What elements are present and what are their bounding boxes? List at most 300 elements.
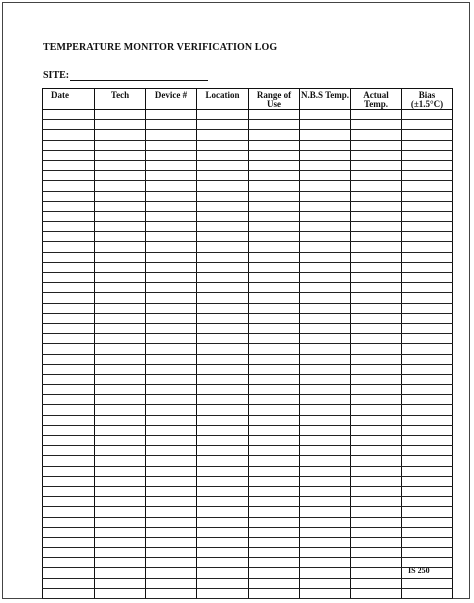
table-cell-bias[interactable] [402,313,453,323]
table-cell-location[interactable] [197,293,249,303]
table-cell-nbs[interactable] [300,456,351,466]
table-cell-range[interactable] [249,334,300,344]
table-cell-nbs[interactable] [300,588,351,598]
table-cell-date[interactable] [43,242,95,252]
table-cell-actual[interactable] [351,425,402,435]
table-cell-tech[interactable] [95,537,146,547]
table-cell-nbs[interactable] [300,181,351,191]
table-cell-range[interactable] [249,262,300,272]
table-cell-range[interactable] [249,160,300,170]
table-cell-date[interactable] [43,232,95,242]
table-cell-device[interactable] [146,527,197,537]
table-cell-range[interactable] [249,497,300,507]
table-cell-tech[interactable] [95,354,146,364]
table-cell-tech[interactable] [95,191,146,201]
table-cell-nbs[interactable] [300,120,351,130]
table-cell-tech[interactable] [95,395,146,405]
table-cell-actual[interactable] [351,160,402,170]
table-cell-device[interactable] [146,497,197,507]
table-cell-date[interactable] [43,405,95,415]
table-cell-device[interactable] [146,558,197,568]
table-cell-range[interactable] [249,588,300,598]
table-cell-bias[interactable] [402,303,453,313]
table-cell-tech[interactable] [95,150,146,160]
table-cell-date[interactable] [43,222,95,232]
table-cell-bias[interactable] [402,211,453,221]
table-cell-date[interactable] [43,140,95,150]
table-cell-range[interactable] [249,548,300,558]
table-cell-date[interactable] [43,476,95,486]
table-cell-bias[interactable] [402,425,453,435]
table-cell-device[interactable] [146,150,197,160]
table-cell-range[interactable] [249,181,300,191]
table-cell-location[interactable] [197,303,249,313]
table-cell-date[interactable] [43,283,95,293]
table-cell-tech[interactable] [95,548,146,558]
table-cell-device[interactable] [146,293,197,303]
table-cell-device[interactable] [146,446,197,456]
table-cell-range[interactable] [249,517,300,527]
table-cell-date[interactable] [43,364,95,374]
table-cell-range[interactable] [249,293,300,303]
table-cell-device[interactable] [146,588,197,598]
table-cell-device[interactable] [146,374,197,384]
table-cell-tech[interactable] [95,527,146,537]
table-cell-date[interactable] [43,558,95,568]
table-cell-device[interactable] [146,425,197,435]
table-cell-bias[interactable] [402,497,453,507]
table-cell-nbs[interactable] [300,283,351,293]
table-cell-range[interactable] [249,150,300,160]
table-cell-bias[interactable] [402,242,453,252]
table-cell-bias[interactable] [402,537,453,547]
table-cell-actual[interactable] [351,405,402,415]
table-cell-device[interactable] [146,344,197,354]
table-cell-tech[interactable] [95,364,146,374]
table-cell-location[interactable] [197,497,249,507]
table-cell-nbs[interactable] [300,293,351,303]
table-cell-nbs[interactable] [300,507,351,517]
table-cell-nbs[interactable] [300,497,351,507]
table-cell-date[interactable] [43,344,95,354]
table-cell-bias[interactable] [402,222,453,232]
table-cell-nbs[interactable] [300,110,351,120]
table-cell-date[interactable] [43,160,95,170]
table-cell-location[interactable] [197,222,249,232]
table-cell-device[interactable] [146,110,197,120]
table-cell-device[interactable] [146,466,197,476]
table-cell-tech[interactable] [95,211,146,221]
table-cell-bias[interactable] [402,232,453,242]
table-cell-device[interactable] [146,578,197,588]
table-cell-date[interactable] [43,110,95,120]
table-cell-bias[interactable] [402,110,453,120]
table-cell-nbs[interactable] [300,486,351,496]
table-cell-range[interactable] [249,568,300,578]
table-cell-location[interactable] [197,568,249,578]
table-cell-range[interactable] [249,395,300,405]
table-cell-nbs[interactable] [300,191,351,201]
table-cell-date[interactable] [43,181,95,191]
table-cell-range[interactable] [249,273,300,283]
table-cell-date[interactable] [43,374,95,384]
table-cell-nbs[interactable] [300,262,351,272]
table-cell-nbs[interactable] [300,436,351,446]
table-cell-actual[interactable] [351,232,402,242]
table-cell-tech[interactable] [95,171,146,181]
table-cell-date[interactable] [43,527,95,537]
table-cell-actual[interactable] [351,323,402,333]
table-cell-actual[interactable] [351,171,402,181]
table-cell-actual[interactable] [351,191,402,201]
table-cell-range[interactable] [249,456,300,466]
table-cell-bias[interactable] [402,364,453,374]
table-cell-location[interactable] [197,456,249,466]
table-cell-actual[interactable] [351,313,402,323]
table-cell-actual[interactable] [351,181,402,191]
table-cell-device[interactable] [146,486,197,496]
table-cell-tech[interactable] [95,242,146,252]
table-cell-tech[interactable] [95,578,146,588]
table-cell-nbs[interactable] [300,160,351,170]
table-cell-range[interactable] [249,578,300,588]
table-cell-actual[interactable] [351,283,402,293]
table-cell-bias[interactable] [402,548,453,558]
table-cell-nbs[interactable] [300,425,351,435]
table-cell-nbs[interactable] [300,130,351,140]
table-cell-tech[interactable] [95,120,146,130]
table-cell-range[interactable] [249,476,300,486]
table-cell-range[interactable] [249,323,300,333]
table-cell-location[interactable] [197,436,249,446]
table-cell-nbs[interactable] [300,303,351,313]
table-cell-range[interactable] [249,374,300,384]
table-cell-tech[interactable] [95,558,146,568]
table-cell-location[interactable] [197,262,249,272]
table-cell-location[interactable] [197,181,249,191]
table-cell-date[interactable] [43,578,95,588]
table-cell-bias[interactable] [402,517,453,527]
table-cell-date[interactable] [43,201,95,211]
table-cell-tech[interactable] [95,374,146,384]
table-cell-actual[interactable] [351,150,402,160]
table-cell-date[interactable] [43,120,95,130]
table-cell-location[interactable] [197,415,249,425]
table-cell-actual[interactable] [351,395,402,405]
table-cell-location[interactable] [197,313,249,323]
table-cell-device[interactable] [146,160,197,170]
table-cell-device[interactable] [146,191,197,201]
table-cell-nbs[interactable] [300,466,351,476]
table-cell-date[interactable] [43,548,95,558]
table-cell-location[interactable] [197,405,249,415]
table-cell-nbs[interactable] [300,537,351,547]
table-cell-device[interactable] [146,232,197,242]
table-cell-device[interactable] [146,415,197,425]
table-cell-nbs[interactable] [300,517,351,527]
table-cell-nbs[interactable] [300,140,351,150]
table-cell-location[interactable] [197,395,249,405]
table-cell-actual[interactable] [351,344,402,354]
table-cell-tech[interactable] [95,436,146,446]
table-cell-range[interactable] [249,191,300,201]
table-cell-nbs[interactable] [300,395,351,405]
table-cell-actual[interactable] [351,110,402,120]
table-cell-nbs[interactable] [300,273,351,283]
table-cell-location[interactable] [197,588,249,598]
table-cell-device[interactable] [146,262,197,272]
table-cell-actual[interactable] [351,558,402,568]
table-cell-range[interactable] [249,222,300,232]
table-cell-location[interactable] [197,344,249,354]
table-cell-actual[interactable] [351,273,402,283]
table-cell-device[interactable] [146,385,197,395]
table-cell-date[interactable] [43,568,95,578]
table-cell-actual[interactable] [351,456,402,466]
table-cell-bias[interactable] [402,354,453,364]
table-cell-nbs[interactable] [300,171,351,181]
table-cell-bias[interactable] [402,385,453,395]
table-cell-tech[interactable] [95,507,146,517]
table-cell-bias[interactable] [402,588,453,598]
table-cell-range[interactable] [249,405,300,415]
table-cell-actual[interactable] [351,140,402,150]
table-cell-range[interactable] [249,344,300,354]
table-cell-device[interactable] [146,436,197,446]
table-cell-location[interactable] [197,364,249,374]
table-cell-actual[interactable] [351,568,402,578]
table-cell-tech[interactable] [95,313,146,323]
table-cell-date[interactable] [43,415,95,425]
table-cell-tech[interactable] [95,344,146,354]
table-cell-tech[interactable] [95,262,146,272]
table-cell-range[interactable] [249,415,300,425]
table-cell-date[interactable] [43,385,95,395]
table-cell-range[interactable] [249,425,300,435]
table-cell-bias[interactable] [402,120,453,130]
table-cell-bias[interactable] [402,252,453,262]
table-cell-location[interactable] [197,252,249,262]
table-cell-nbs[interactable] [300,211,351,221]
table-cell-bias[interactable] [402,395,453,405]
table-cell-bias[interactable] [402,405,453,415]
table-cell-actual[interactable] [351,242,402,252]
table-cell-device[interactable] [146,537,197,547]
table-cell-location[interactable] [197,201,249,211]
table-cell-date[interactable] [43,293,95,303]
table-cell-nbs[interactable] [300,252,351,262]
table-cell-location[interactable] [197,242,249,252]
table-cell-date[interactable] [43,486,95,496]
table-cell-location[interactable] [197,425,249,435]
table-cell-date[interactable] [43,191,95,201]
table-cell-actual[interactable] [351,222,402,232]
table-cell-location[interactable] [197,517,249,527]
table-cell-location[interactable] [197,140,249,150]
table-cell-range[interactable] [249,354,300,364]
table-cell-location[interactable] [197,385,249,395]
table-cell-tech[interactable] [95,476,146,486]
table-cell-date[interactable] [43,497,95,507]
table-cell-range[interactable] [249,364,300,374]
table-cell-date[interactable] [43,425,95,435]
table-cell-actual[interactable] [351,211,402,221]
table-cell-bias[interactable] [402,446,453,456]
table-cell-bias[interactable] [402,140,453,150]
table-cell-actual[interactable] [351,486,402,496]
table-cell-tech[interactable] [95,486,146,496]
table-cell-range[interactable] [249,558,300,568]
table-cell-range[interactable] [249,303,300,313]
table-cell-actual[interactable] [351,497,402,507]
table-cell-date[interactable] [43,262,95,272]
table-cell-actual[interactable] [351,446,402,456]
table-cell-device[interactable] [146,252,197,262]
table-cell-location[interactable] [197,334,249,344]
table-cell-nbs[interactable] [300,578,351,588]
table-cell-tech[interactable] [95,181,146,191]
table-cell-bias[interactable] [402,374,453,384]
table-cell-actual[interactable] [351,507,402,517]
table-cell-device[interactable] [146,476,197,486]
table-cell-range[interactable] [249,507,300,517]
table-cell-bias[interactable] [402,181,453,191]
table-cell-location[interactable] [197,110,249,120]
table-cell-nbs[interactable] [300,558,351,568]
table-cell-bias[interactable] [402,456,453,466]
table-cell-actual[interactable] [351,354,402,364]
table-cell-range[interactable] [249,313,300,323]
table-cell-nbs[interactable] [300,232,351,242]
table-cell-bias[interactable] [402,273,453,283]
table-cell-location[interactable] [197,160,249,170]
table-cell-actual[interactable] [351,262,402,272]
table-cell-bias[interactable] [402,507,453,517]
table-cell-range[interactable] [249,242,300,252]
table-cell-actual[interactable] [351,334,402,344]
table-cell-location[interactable] [197,466,249,476]
table-cell-bias[interactable] [402,293,453,303]
table-cell-range[interactable] [249,446,300,456]
table-cell-device[interactable] [146,273,197,283]
table-cell-date[interactable] [43,150,95,160]
table-cell-location[interactable] [197,548,249,558]
table-cell-nbs[interactable] [300,374,351,384]
table-cell-bias[interactable] [402,334,453,344]
table-cell-device[interactable] [146,507,197,517]
table-cell-range[interactable] [249,201,300,211]
table-cell-tech[interactable] [95,497,146,507]
table-cell-date[interactable] [43,303,95,313]
table-cell-bias[interactable] [402,191,453,201]
table-cell-actual[interactable] [351,537,402,547]
table-cell-actual[interactable] [351,527,402,537]
table-cell-device[interactable] [146,323,197,333]
table-cell-tech[interactable] [95,385,146,395]
table-cell-range[interactable] [249,171,300,181]
table-cell-date[interactable] [43,436,95,446]
table-cell-date[interactable] [43,171,95,181]
table-cell-range[interactable] [249,110,300,120]
table-cell-location[interactable] [197,527,249,537]
table-cell-location[interactable] [197,486,249,496]
table-cell-location[interactable] [197,374,249,384]
table-cell-date[interactable] [43,354,95,364]
table-cell-nbs[interactable] [300,150,351,160]
table-cell-tech[interactable] [95,568,146,578]
table-cell-date[interactable] [43,456,95,466]
table-cell-bias[interactable] [402,130,453,140]
table-cell-nbs[interactable] [300,201,351,211]
table-cell-location[interactable] [197,323,249,333]
table-cell-device[interactable] [146,313,197,323]
table-cell-tech[interactable] [95,517,146,527]
table-cell-range[interactable] [249,527,300,537]
table-cell-bias[interactable] [402,578,453,588]
table-cell-device[interactable] [146,222,197,232]
table-cell-range[interactable] [249,211,300,221]
table-cell-tech[interactable] [95,130,146,140]
table-cell-location[interactable] [197,273,249,283]
table-cell-device[interactable] [146,354,197,364]
table-cell-range[interactable] [249,140,300,150]
table-cell-bias[interactable] [402,466,453,476]
table-cell-tech[interactable] [95,232,146,242]
table-cell-date[interactable] [43,211,95,221]
table-cell-tech[interactable] [95,110,146,120]
table-cell-actual[interactable] [351,466,402,476]
table-cell-location[interactable] [197,171,249,181]
table-cell-tech[interactable] [95,160,146,170]
table-cell-nbs[interactable] [300,222,351,232]
table-cell-location[interactable] [197,120,249,130]
table-cell-actual[interactable] [351,364,402,374]
table-cell-actual[interactable] [351,385,402,395]
table-cell-device[interactable] [146,364,197,374]
table-cell-bias[interactable] [402,160,453,170]
table-cell-tech[interactable] [95,273,146,283]
table-cell-actual[interactable] [351,578,402,588]
table-cell-actual[interactable] [351,303,402,313]
table-cell-actual[interactable] [351,588,402,598]
table-cell-nbs[interactable] [300,334,351,344]
table-cell-bias[interactable] [402,344,453,354]
table-cell-date[interactable] [43,323,95,333]
table-cell-location[interactable] [197,354,249,364]
table-cell-location[interactable] [197,507,249,517]
table-cell-tech[interactable] [95,588,146,598]
table-cell-bias[interactable] [402,436,453,446]
table-cell-bias[interactable] [402,150,453,160]
table-cell-location[interactable] [197,191,249,201]
table-cell-device[interactable] [146,130,197,140]
table-cell-tech[interactable] [95,466,146,476]
table-cell-range[interactable] [249,120,300,130]
table-cell-range[interactable] [249,537,300,547]
table-cell-bias[interactable] [402,486,453,496]
table-cell-nbs[interactable] [300,364,351,374]
table-cell-tech[interactable] [95,323,146,333]
table-cell-actual[interactable] [351,374,402,384]
table-cell-range[interactable] [249,486,300,496]
table-cell-tech[interactable] [95,425,146,435]
table-cell-device[interactable] [146,181,197,191]
table-cell-location[interactable] [197,283,249,293]
table-cell-range[interactable] [249,252,300,262]
table-cell-bias[interactable] [402,283,453,293]
table-cell-tech[interactable] [95,201,146,211]
table-cell-tech[interactable] [95,252,146,262]
